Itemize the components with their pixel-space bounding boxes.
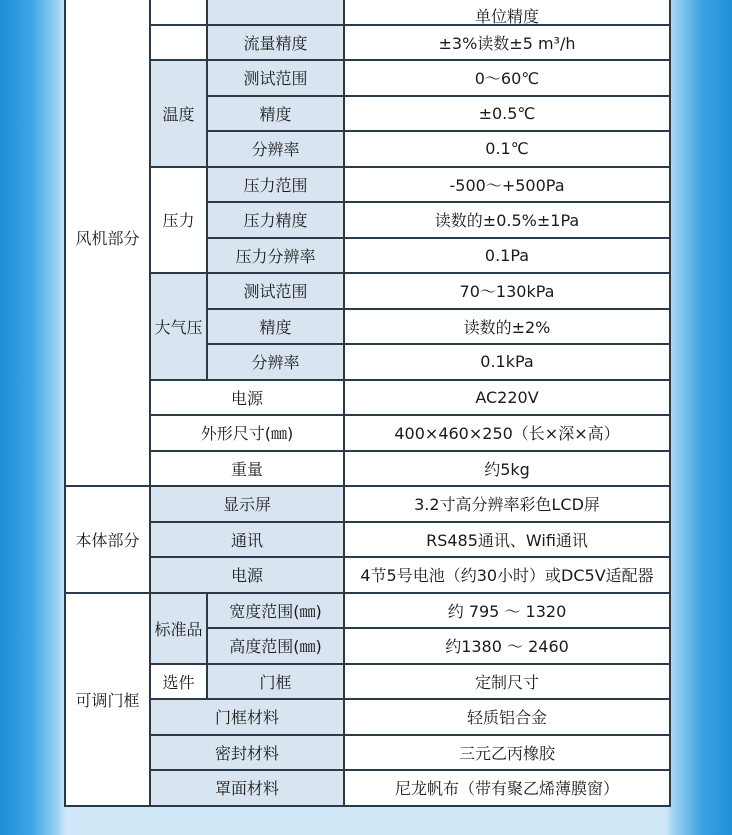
row-label-frame: 门框 bbox=[207, 664, 344, 700]
spec-table bbox=[64, 0, 671, 807]
row-value-dimensions: 400×460×250（长×深×高） bbox=[344, 415, 670, 451]
row-label-display: 显示屏 bbox=[150, 486, 344, 522]
row-label-frame-material: 门框材料 bbox=[150, 699, 344, 735]
row-label-atm-precision: 精度 bbox=[207, 309, 344, 345]
row-label-flow-precision: 流量精度 bbox=[207, 25, 344, 61]
row-label-temp-resolution: 分辨率 bbox=[207, 131, 344, 167]
row-label-seal-material: 密封材料 bbox=[150, 735, 344, 771]
row-label-dimensions: 外形尺寸(㎜) bbox=[150, 415, 344, 451]
row-label-comm: 通讯 bbox=[150, 522, 344, 558]
row-label-cover-material: 罩面材料 bbox=[150, 770, 344, 806]
row-value-weight: 约5kg bbox=[344, 451, 670, 487]
row-value-comm: RS485通讯、Wifi通讯 bbox=[344, 522, 670, 558]
row-label-pressure-resolution: 压力分辨率 bbox=[207, 238, 344, 274]
table-row bbox=[65, 380, 670, 416]
row-label-fan-power: 电源 bbox=[150, 380, 344, 416]
group-atmosphere: 大气压 bbox=[150, 273, 207, 380]
row-value-frame: 定制尺寸 bbox=[344, 664, 670, 700]
table-row bbox=[65, 522, 670, 558]
row-label-pressure-precision: 压力精度 bbox=[207, 202, 344, 238]
row-label-body-power: 电源 bbox=[150, 557, 344, 593]
table-row bbox=[65, 664, 670, 700]
group-temperature: 温度 bbox=[150, 60, 207, 167]
row-value-body-power: 4节5号电池（约30小时）或DC5V适配器 bbox=[344, 557, 670, 593]
table-row bbox=[65, 770, 670, 806]
section-door: 可调门框 bbox=[65, 593, 150, 806]
row-label-cut bbox=[207, 0, 344, 25]
table-row bbox=[65, 60, 670, 96]
row-value-atm-precision: 读数的±2% bbox=[344, 309, 670, 345]
table-row bbox=[65, 593, 670, 629]
table-row bbox=[65, 557, 670, 593]
table-row bbox=[65, 0, 670, 25]
table-row bbox=[65, 735, 670, 771]
group-standard: 标准品 bbox=[150, 593, 207, 664]
row-label-pressure-range: 压力范围 bbox=[207, 167, 344, 203]
row-value-display: 3.2寸高分辨率彩色LCD屏 bbox=[344, 486, 670, 522]
row-value-width: 约 795 ～ 1320 bbox=[344, 593, 670, 629]
row-value-atm-range: 70～130kPa bbox=[344, 273, 670, 309]
table-row bbox=[65, 167, 670, 203]
table-row bbox=[65, 273, 670, 309]
group-optional: 选件 bbox=[150, 664, 207, 700]
table-row bbox=[65, 486, 670, 522]
row-value-pressure-range: -500～+500Pa bbox=[344, 167, 670, 203]
row-value-height: 约1380 ～ 2460 bbox=[344, 628, 670, 664]
row-label-temp-range: 测试范围 bbox=[207, 60, 344, 96]
row-value-temp-range: 0～60℃ bbox=[344, 60, 670, 96]
row-value-seal-material: 三元乙丙橡胶 bbox=[344, 735, 670, 771]
section-fan: 风机部分 bbox=[65, 0, 150, 486]
group-cell-empty bbox=[150, 0, 207, 25]
group-cell-empty bbox=[150, 25, 207, 61]
row-label-temp-precision: 精度 bbox=[207, 96, 344, 132]
group-pressure: 压力 bbox=[150, 167, 207, 274]
row-value-pressure-precision: 读数的±0.5%±1Pa bbox=[344, 202, 670, 238]
row-label-atm-range: 测试范围 bbox=[207, 273, 344, 309]
row-value-temp-precision: ±0.5℃ bbox=[344, 96, 670, 132]
row-value-flow-precision: ±3%读数±5 m³/h bbox=[344, 25, 670, 61]
table-row bbox=[65, 415, 670, 451]
section-body: 本体部分 bbox=[65, 486, 150, 593]
table-row bbox=[65, 699, 670, 735]
row-label-atm-resolution: 分辨率 bbox=[207, 344, 344, 380]
row-label-weight: 重量 bbox=[150, 451, 344, 487]
row-value-atm-resolution: 0.1kPa bbox=[344, 344, 670, 380]
table-row bbox=[65, 25, 670, 61]
row-value-cut: 单位精度 bbox=[344, 0, 670, 25]
row-value-cover-material: 尼龙帆布（带有聚乙烯薄膜窗） bbox=[344, 770, 670, 806]
row-label-width: 宽度范围(㎜) bbox=[207, 593, 344, 629]
table-row bbox=[65, 451, 670, 487]
row-label-height: 高度范围(㎜) bbox=[207, 628, 344, 664]
row-value-fan-power: AC220V bbox=[344, 380, 670, 416]
row-value-pressure-resolution: 0.1Pa bbox=[344, 238, 670, 274]
row-value-frame-material: 轻质铝合金 bbox=[344, 699, 670, 735]
row-value-temp-resolution: 0.1℃ bbox=[344, 131, 670, 167]
